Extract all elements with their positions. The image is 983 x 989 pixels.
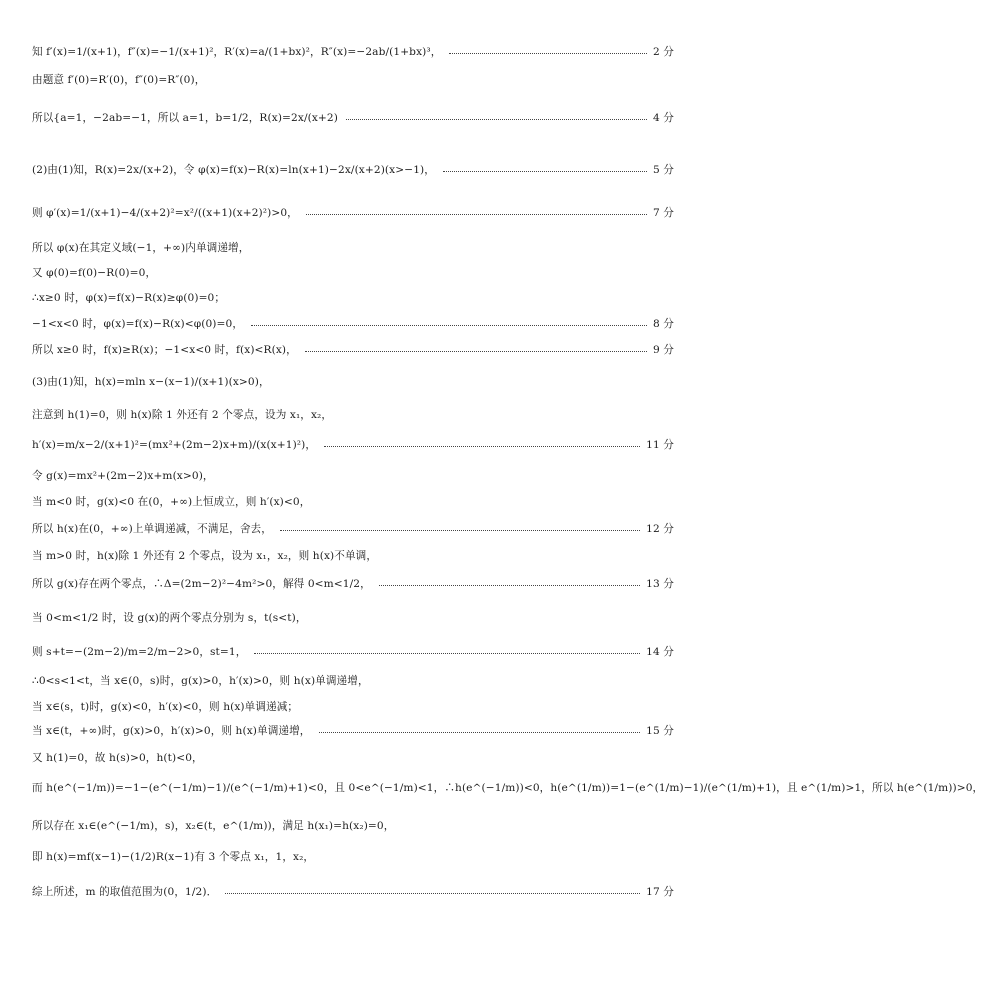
dot-leader [306, 214, 647, 215]
solution-line [32, 644, 674, 659]
line-text: −1<x<0 时，φ(x)=f(x)−R(x)<φ(0)=0， [32, 318, 244, 330]
line-text: h′(x)=m/x−2/(x+1)²=(mx²+(2m−2)x+m)/(x(x+1)²)， [32, 439, 317, 451]
solution-line [32, 673, 674, 688]
dot-leader [254, 653, 640, 654]
score-mark: 11 分 [646, 439, 674, 451]
line-text: 所以 h(x)在(0，+∞)上单调递减，不满足，舍去， [32, 523, 272, 535]
score-mark: 13 分 [646, 578, 674, 590]
solution-line [32, 290, 674, 305]
solution-line [32, 723, 674, 738]
line-text: 又 h(1)=0，故 h(s)>0，h(t)<0， [32, 752, 203, 764]
solution-line [32, 437, 674, 452]
solution-line [32, 110, 674, 125]
line-text: 即 h(x)=mf(x−1)−(1/2)R(x−1)有 3 个零点 x₁，1，x₂， [32, 851, 315, 863]
dot-leader [280, 530, 640, 531]
solution-line [32, 374, 674, 389]
line-text: 所以 φ(x)在其定义域(−1，+∞)内单调递增， [32, 242, 250, 254]
dot-leader [305, 351, 647, 352]
score-mark: 5 分 [652, 164, 674, 176]
line-text: 所以{a=1，−2ab=−1，所以 a=1，b=1/2，R(x)=2x/(x+2) [32, 112, 338, 124]
solution-line [32, 521, 674, 536]
solution-line [32, 548, 674, 563]
dot-leader [379, 585, 640, 586]
line-text: 当 x∈(s，t)时，g(x)<0，h′(x)<0，则 h(x)单调递减； [32, 701, 299, 713]
line-text: 由题意 f′(0)=R′(0)，f″(0)=R″(0)， [32, 74, 206, 86]
solution-line [32, 818, 674, 833]
line-text: 当 m>0 时，h(x)除 1 外还有 2 个零点，设为 x₁，x₂，则 h(x)不单调， [32, 550, 378, 562]
score-mark: 8 分 [652, 318, 674, 330]
solution-line [32, 494, 674, 509]
line-text: 当 m<0 时，g(x)<0 在(0，+∞)上恒成立，则 h′(x)<0， [32, 496, 311, 508]
solution-line [32, 265, 674, 280]
dot-leader [443, 171, 647, 172]
score-mark: 7 分 [652, 207, 674, 219]
solution-line [32, 407, 674, 422]
solution-line [32, 342, 674, 357]
solution-line [32, 468, 674, 483]
solution-line [32, 750, 674, 765]
line-text: 令 g(x)=mx²+(2m−2)x+m(x>0)， [32, 470, 214, 482]
line-text: 当 0<m<1/2 时，设 g(x)的两个零点分别为 s，t(s<t)， [32, 612, 307, 624]
score-mark: 15 分 [646, 725, 674, 737]
solution-line [32, 780, 983, 795]
line-text: 知 f′(x)=1/(x+1)，f″(x)=−1/(x+1)²，R′(x)=a/(1+bx)²，R″(x)=−2ab/(1+bx)³， [32, 46, 442, 58]
line-text: ∴x≥0 时，φ(x)=f(x)−R(x)≥φ(0)=0； [32, 292, 226, 304]
dot-leader [251, 325, 647, 326]
dot-leader [225, 893, 640, 894]
solution-line [32, 849, 674, 864]
score-mark: 9 分 [652, 344, 674, 356]
line-text: ∴0<s<1<t，当 x∈(0，s)时，g(x)>0，h′(x)>0，则 h(x)单调递增， [32, 675, 369, 687]
solution-line [32, 44, 674, 59]
line-text: 所以 g(x)存在两个零点，∴Δ=(2m−2)²−4m²>0，解得 0<m<1/2， [32, 578, 371, 590]
line-text: 综上所述，m 的取值范围为(0，1/2)． [32, 886, 218, 898]
solution-line [32, 316, 674, 331]
solution-line [32, 72, 674, 87]
solution-line [32, 610, 674, 625]
line-text: 所以存在 x₁∈(e^(−1/m)，s)，x₂∈(t，e^(1/m))，满足 h(x₁)=h(x₂)=0， [32, 820, 395, 832]
solution-line [32, 699, 674, 714]
solution-line [32, 884, 674, 899]
solution-line [32, 205, 674, 220]
score-mark: 14 分 [646, 646, 674, 658]
line-text: 而 h(e^(−1/m))=−1−(e^(−1/m)−1)/(e^(−1/m)+1)<0，且 0<e^(−1/m)<1，∴h(e^(−1/m))<0，h(e^(1/m))=1−(e^(1/m)−1)/(e^(1/m)+1)，且 e^(1/m)>1，所以 h(e^(1/m))>0， [32, 782, 983, 794]
line-text: 则 s+t=−(2m−2)/m=2/m−2>0，st=1， [32, 646, 247, 658]
line-text: 当 x∈(t，+∞)时，g(x)>0，h′(x)>0，则 h(x)单调递增， [32, 725, 311, 737]
line-text: 又 φ(0)=f(0)−R(0)=0， [32, 267, 157, 279]
score-mark: 12 分 [646, 523, 674, 535]
solution-line [32, 576, 674, 591]
score-mark: 2 分 [652, 46, 674, 58]
dot-leader [319, 732, 641, 733]
line-text: 注意到 h(1)=0，则 h(x)除 1 外还有 2 个零点，设为 x₁，x₂， [32, 409, 333, 421]
solution-line [32, 240, 674, 255]
dot-leader [449, 53, 647, 54]
line-text: 则 φ′(x)=1/(x+1)−4/(x+2)²=x²/((x+1)(x+2)²)>0， [32, 207, 298, 219]
score-mark: 4 分 [652, 112, 674, 124]
dot-leader [324, 446, 640, 447]
dot-leader [346, 119, 647, 120]
line-text: 所以 x≥0 时，f(x)≥R(x)；−1<x<0 时，f(x)<R(x)， [32, 344, 297, 356]
line-text: (3)由(1)知，h(x)=mln x−(x−1)/(x+1)(x>0)， [32, 376, 270, 388]
line-text: (2)由(1)知，R(x)=2x/(x+2)，令 φ(x)=f(x)−R(x)=ln(x+1)−2x/(x+2)(x>−1)， [32, 164, 435, 176]
solution-line [32, 162, 674, 177]
score-mark: 17 分 [646, 886, 674, 898]
